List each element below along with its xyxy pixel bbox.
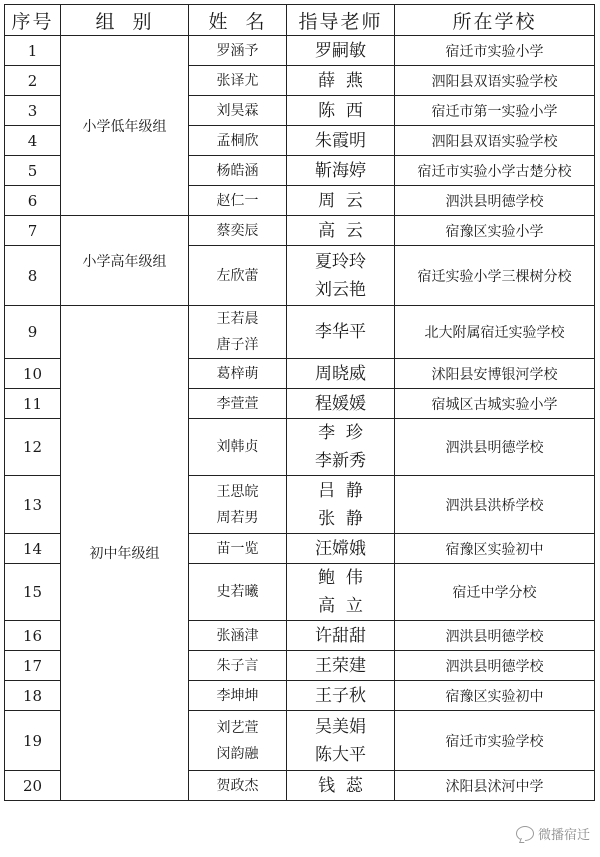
watermark xyxy=(516,824,590,843)
group-cell: 小学高年级组 xyxy=(61,216,189,306)
student-name: 张译尤 xyxy=(216,72,259,89)
school-cell: 泗洪县明德学校 xyxy=(395,621,595,651)
row-seq: 8 xyxy=(5,246,61,306)
school-cell: 泗洪县明德学校 xyxy=(395,419,595,476)
student-name: 贺政杰 xyxy=(216,777,259,794)
school-cell: 宿迁市实验小学古楚分校 xyxy=(395,156,595,186)
teacher-name: 程媛媛 xyxy=(315,393,366,414)
school-cell: 宿豫区实验小学 xyxy=(395,216,595,246)
teacher-name: 夏玲玲 xyxy=(315,251,366,272)
teacher-name: 李华平 xyxy=(315,322,366,342)
teacher-name: 朱霞明 xyxy=(315,130,366,151)
teacher-cell xyxy=(287,419,395,476)
award-table xyxy=(4,4,595,801)
row-seq: 15 xyxy=(5,564,61,621)
school-cell: 沭阳县安博银河学校 xyxy=(395,359,595,389)
header-teacher: 指导老师 xyxy=(287,5,395,36)
header-seq: 序号 xyxy=(5,5,61,36)
teacher-name: 刘云艳 xyxy=(315,279,366,300)
teacher-cell xyxy=(287,156,395,186)
student-name: 刘韩贞 xyxy=(216,439,259,455)
student-name-cell xyxy=(189,36,287,66)
teacher-cell xyxy=(287,534,395,564)
row-seq: 3 xyxy=(5,96,61,126)
teacher-name: 鲍 伟 xyxy=(318,568,363,588)
group-cell: 小学低年级组 xyxy=(61,36,189,216)
teacher-cell xyxy=(287,681,395,711)
student-name: 刘昊霖 xyxy=(216,102,259,119)
student-name-cell xyxy=(189,359,287,389)
student-name: 杨皓涵 xyxy=(216,162,259,179)
row-seq: 9 xyxy=(5,306,61,359)
teacher-name: 李新秀 xyxy=(315,451,366,471)
school-cell: 宿迁市实验小学 xyxy=(395,36,595,66)
student-name-cell xyxy=(189,711,287,771)
teacher-name: 许甜甜 xyxy=(315,625,366,646)
school-cell: 宿迁实验小学三棵树分校 xyxy=(395,246,595,306)
table-row xyxy=(5,216,595,246)
school-cell: 泗洪县明德学校 xyxy=(395,651,595,681)
teacher-name: 王子秋 xyxy=(315,685,366,706)
school-cell: 宿迁市第一实验小学 xyxy=(395,96,595,126)
watermark-text: 微播宿迁 xyxy=(537,828,590,843)
student-name: 苗一览 xyxy=(216,540,259,557)
teacher-cell xyxy=(287,36,395,66)
row-seq: 19 xyxy=(5,711,61,771)
teacher-name: 钱 蕊 xyxy=(318,775,363,796)
teacher-name: 罗嗣敏 xyxy=(315,40,366,61)
student-name: 李萱萱 xyxy=(216,395,259,412)
student-name-cell xyxy=(189,564,287,621)
school-cell: 泗阳县双语实验学校 xyxy=(395,126,595,156)
student-name-cell xyxy=(189,126,287,156)
student-name-cell xyxy=(189,681,287,711)
row-seq: 16 xyxy=(5,621,61,651)
teacher-cell xyxy=(287,306,395,359)
row-seq: 6 xyxy=(5,186,61,216)
student-name: 张涵津 xyxy=(216,627,259,644)
teacher-name: 王荣建 xyxy=(315,655,366,676)
student-name: 刘艺萱 xyxy=(216,719,259,736)
row-seq: 13 xyxy=(5,476,61,534)
student-name-cell xyxy=(189,534,287,564)
school-cell: 沭阳县沭河中学 xyxy=(395,771,595,801)
school-cell: 北大附属宿迁实验学校 xyxy=(395,306,595,359)
teacher-name: 周 云 xyxy=(318,190,363,211)
teacher-name: 陈大平 xyxy=(315,744,366,765)
student-name-cell xyxy=(189,96,287,126)
row-seq: 12 xyxy=(5,419,61,476)
teacher-cell xyxy=(287,359,395,389)
school-cell: 泗洪县洪桥学校 xyxy=(395,476,595,534)
student-name: 蔡奕辰 xyxy=(216,222,259,239)
wechat-icon xyxy=(516,826,534,841)
group-cell: 初中年级组 xyxy=(61,306,189,801)
header-school: 所在学校 xyxy=(395,5,595,36)
student-name: 左欣蕾 xyxy=(216,267,259,284)
student-name-cell xyxy=(189,621,287,651)
table-row xyxy=(5,36,595,66)
student-name-cell xyxy=(189,389,287,419)
teacher-cell xyxy=(287,389,395,419)
row-seq: 1 xyxy=(5,36,61,66)
student-name: 王思皖 xyxy=(216,483,259,500)
row-seq: 7 xyxy=(5,216,61,246)
header-name: 姓 名 xyxy=(189,5,287,36)
row-seq: 11 xyxy=(5,389,61,419)
student-name: 孟桐欣 xyxy=(216,132,259,149)
teacher-cell xyxy=(287,476,395,534)
student-name-cell xyxy=(189,246,287,306)
row-seq: 20 xyxy=(5,771,61,801)
teacher-name: 高 立 xyxy=(318,596,363,616)
teacher-cell xyxy=(287,246,395,306)
teacher-cell xyxy=(287,216,395,246)
teacher-cell xyxy=(287,651,395,681)
teacher-name: 周晓威 xyxy=(315,363,366,384)
student-name-cell xyxy=(189,771,287,801)
teacher-cell xyxy=(287,771,395,801)
row-seq: 14 xyxy=(5,534,61,564)
teacher-cell xyxy=(287,126,395,156)
teacher-cell xyxy=(287,66,395,96)
teacher-cell xyxy=(287,621,395,651)
student-name-cell xyxy=(189,419,287,476)
student-name-cell xyxy=(189,156,287,186)
teacher-name: 陈 西 xyxy=(318,100,363,121)
teacher-name: 李 珍 xyxy=(318,423,363,443)
school-cell: 宿迁市实验学校 xyxy=(395,711,595,771)
student-name: 王若晨 xyxy=(216,311,259,327)
student-name: 罗涵予 xyxy=(216,42,259,59)
student-name-cell xyxy=(189,476,287,534)
school-cell: 泗阳县双语实验学校 xyxy=(395,66,595,96)
teacher-cell xyxy=(287,96,395,126)
student-name: 周若男 xyxy=(216,509,259,526)
school-cell: 宿豫区实验初中 xyxy=(395,534,595,564)
student-name-cell xyxy=(189,216,287,246)
student-name-cell xyxy=(189,306,287,359)
teacher-name: 薛 燕 xyxy=(318,70,363,91)
row-seq: 2 xyxy=(5,66,61,96)
header-group: 组 别 xyxy=(61,5,189,36)
teacher-name: 汪嫦娥 xyxy=(315,538,366,559)
student-name: 李坤坤 xyxy=(216,687,259,704)
school-cell: 宿城区古城实验小学 xyxy=(395,389,595,419)
row-seq: 18 xyxy=(5,681,61,711)
school-cell: 宿迁中学分校 xyxy=(395,564,595,621)
row-seq: 17 xyxy=(5,651,61,681)
row-seq: 10 xyxy=(5,359,61,389)
school-cell: 泗洪县明德学校 xyxy=(395,186,595,216)
teacher-name: 靳海婷 xyxy=(315,160,366,181)
teacher-name: 吴美娟 xyxy=(315,716,366,737)
teacher-cell xyxy=(287,564,395,621)
row-seq: 5 xyxy=(5,156,61,186)
row-seq: 4 xyxy=(5,126,61,156)
table-row xyxy=(5,306,595,359)
teacher-cell xyxy=(287,186,395,216)
student-name-cell xyxy=(189,186,287,216)
student-name: 闵韵融 xyxy=(216,745,259,762)
header-row xyxy=(5,5,595,36)
teacher-name: 吕 静 xyxy=(318,480,363,501)
teacher-name: 高 云 xyxy=(318,220,363,241)
student-name: 赵仁一 xyxy=(216,192,259,209)
student-name-cell xyxy=(189,651,287,681)
teacher-name: 张 静 xyxy=(318,508,363,529)
teacher-cell xyxy=(287,711,395,771)
student-name: 唐子洋 xyxy=(216,337,259,353)
student-name: 史若曦 xyxy=(216,584,259,600)
student-name: 朱子言 xyxy=(216,657,259,674)
student-name-cell xyxy=(189,66,287,96)
student-name: 葛梓萌 xyxy=(216,365,259,382)
school-cell: 宿豫区实验初中 xyxy=(395,681,595,711)
